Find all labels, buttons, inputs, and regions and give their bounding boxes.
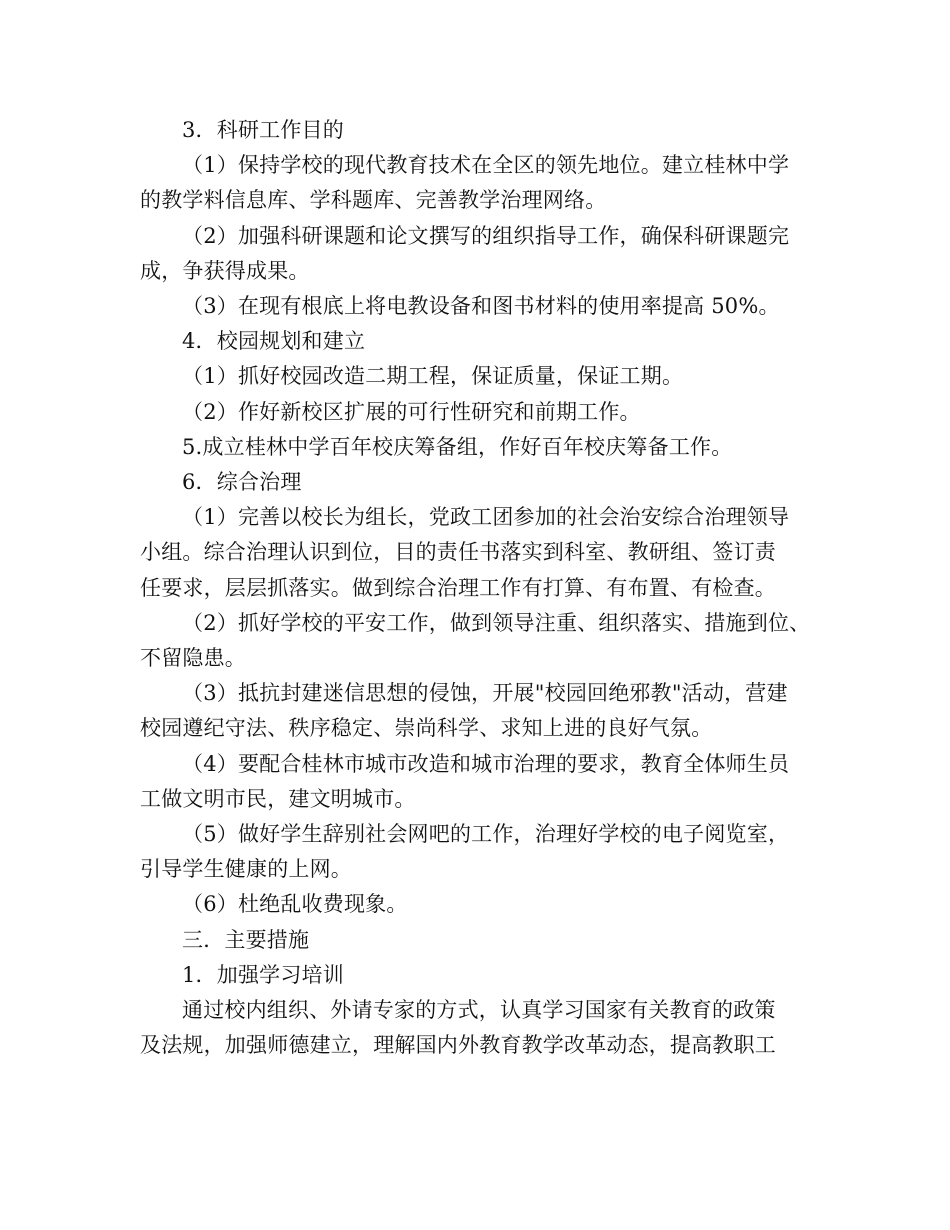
- text-line: 5.成立桂林中学百年校庆筹备组，作好百年校庆筹备工作。: [182, 434, 733, 459]
- text-line: 4．校园规划和建立: [182, 329, 366, 354]
- text-line: （2）作好新校区扩展的可行性研究和前期工作。: [182, 399, 641, 424]
- text-line: 1．加强学习培训: [182, 962, 344, 987]
- text-line: （4）要配合桂林市城市改造和城市治理的要求，教育全体师生员: [182, 751, 790, 776]
- text-line: （3）抵抗封建迷信思想的侵蚀，开展"校园回绝邪教"活动，营建: [182, 681, 788, 706]
- text-line: 通过校内组织、外请专家的方式，认真学习国家有关教育的政策: [182, 998, 776, 1023]
- text-line: （3）在现有根底上将电教设备和图书材料的使用率提高 50%。: [182, 294, 780, 319]
- text-line: 6．综合治理: [182, 470, 302, 495]
- text-line: 校园遵纪守法、秩序稳定、崇尚科学、求知上进的良好气氛。: [140, 716, 713, 741]
- text-line: 三．主要措施: [182, 927, 310, 952]
- text-line: （6）杜绝乱收费现象。: [182, 892, 408, 917]
- text-line: （1）抓好校园改造二期工程，保证质量，保证工期。: [182, 364, 684, 389]
- text-line: （2）加强科研课题和论文撰写的组织指导工作，确保科研课题完: [182, 223, 790, 248]
- text-line: 小组。综合治理认识到位，目的责任书落实到科室、教研组、签订责: [140, 540, 776, 565]
- text-line: 成，争获得成果。: [140, 258, 310, 283]
- text-line: （5）做好学生辞别社会网吧的工作，治理好学校的电子阅览室，: [182, 822, 790, 847]
- text-line: （2）抓好学校的平安工作，做到领导注重、组织落实、措施到位、: [182, 610, 811, 635]
- text-line: 的教学料信息库、学科题库、完善教学治理网络。: [140, 188, 607, 213]
- text-line: 不留隐患。: [140, 646, 246, 671]
- text-line: 及法规，加强师德建立，理解国内外教育教学改革动态，提高教职工: [140, 1033, 776, 1058]
- text-line: 引导学生健康的上网。: [140, 857, 352, 882]
- text-line: 任要求，层层抓落实。做到综合治理工作有打算、有布置、有检查。: [140, 575, 776, 600]
- text-line: （1）保持学校的现代教育技术在全区的领先地位。建立桂林中学: [182, 153, 790, 178]
- text-line: 工做文明市民，建文明城市。: [140, 786, 416, 811]
- document-body: [140, 113, 820, 1063]
- text-line: 3．科研工作目的: [182, 118, 344, 142]
- text-line: （1）完善以校长为组长，党政工团参加的社会治安综合治理领导: [182, 505, 790, 530]
